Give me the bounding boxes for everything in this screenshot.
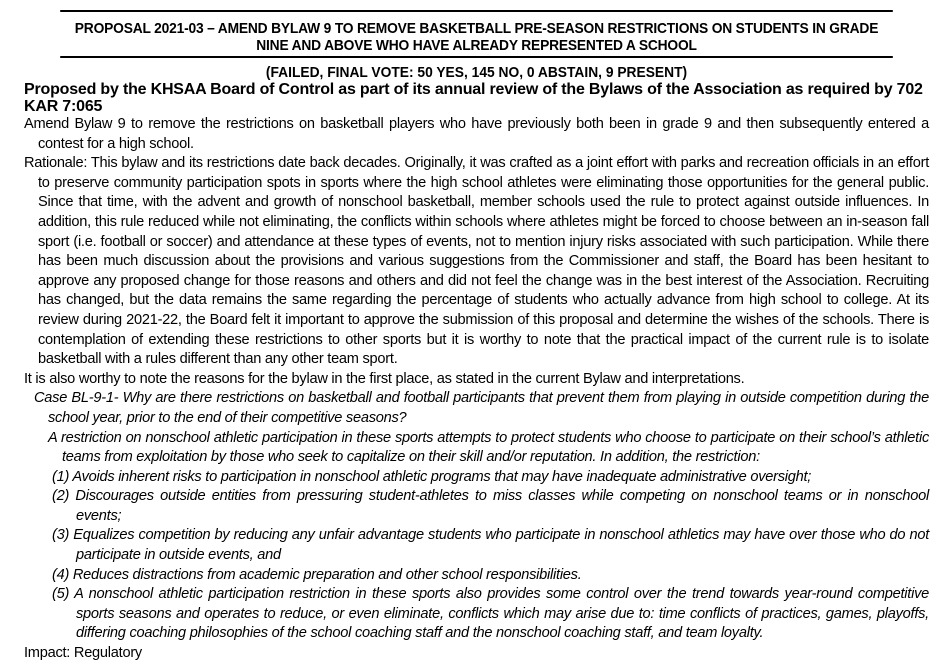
- summary-paragraph: Amend Bylaw 9 to remove the restrictions on basketball players who have previously both been in grade 9 and then subsequently entered a contest for a high school.: [24, 116, 929, 152]
- vote-result: (FAILED, FINAL VOTE: 50 YES, 145 NO, 0 ABSTAIN, 9 PRESENT): [265, 64, 688, 81]
- proposal-title: [60, 10, 893, 58]
- restriction-item-1: (1) Avoids inherent risks to participation in nonschool athletic programs that may have inadequate administrative oversight;: [52, 468, 812, 485]
- proposal-title-line-1: PROPOSAL 2021-03 – AMEND BYLAW 9 TO REMOVE BASKETBALL PRE-SEASON RESTRICTIONS ON STUDENTS IN GRADE: [74, 20, 879, 37]
- impact-statement: Impact: Regulatory: [24, 645, 142, 662]
- restriction-item-4: (4) Reduces distractions from academic preparation and other school responsibilities.: [52, 566, 582, 583]
- case-answer: A restriction on nonschool athletic participation in these sports attempts to protect students who choose to participate on their school’s athletic teams from exploitation by those who seek to capitalize on their skill and/or reputation. In addition, the restriction:: [48, 429, 929, 466]
- document-page: [24, 10, 929, 664]
- case-interpretation: [24, 389, 929, 644]
- proposal-body: [24, 115, 929, 664]
- case-question: Case BL-9-1- Why are there restrictions on basketball and football participants that prevent them from playing in outside competition during the school year, prior to the end of their competitive seasons?: [34, 390, 929, 426]
- restriction-item-3: (3) Equalizes competition by reducing any unfair advantage students who participate in nonschool athletics may have over those who do not participate in outside events, and: [52, 527, 929, 564]
- restriction-item-2: (2) Discourages outside entities from pressuring student-athletes to miss classes while competing on nonschool teams or in nonschool events;: [52, 488, 929, 524]
- proposer-statement: Proposed by the KHSAA Board of Control as part of its annual review of the Bylaws of the Association as required by 702 KAR 7:065: [24, 81, 923, 115]
- restriction-item-5: (5) A nonschool athletic participation restriction in these sports also provides some control over the trend towards year-round competitive sports seasons and operates to reduce, or even eliminate, conflicts which may arise due to: time conflicts of practices, games, playoffs, differing coaching philosophies of the school coaching staff and the nonschool coaching staff, and team loyalty.: [52, 586, 929, 642]
- proposal-title-line-2: NINE AND ABOVE WHO HAVE ALREADY REPRESENTED A SCHOOL: [256, 37, 697, 54]
- rationale-paragraph: Rationale: This bylaw and its restrictions date back decades. Originally, it was crafted as a joint effort with parks and recreation officials in an effort to preserve community participation spots in sports where the high school athletes were eliminating those opportunities for the general public. Since that time, with the advent and growth of nonschool basketball, member schools used the rule to protect against outside influences. In addition, this rule reduced while not eliminating, the conflicts within schools where athletes might be forced to choose between an in-season fall sport (i.e. football or soccer) and attendance at these types of events, not to mention injury risks associated with such participation. While there has been much discussion about the provisions and various suggestions from the Commissioner and staff, the Board has been hesitant to approve any proposed change for those reasons and others and did not feel the change was in the best interest of the Association. Recruiting has changed, but the data remains the same regarding the percentage of students who actually advance from high school to college. At its review during 2021-22, the Board felt it important to approve the submission of this proposal and determine the wishes of the schools. There is contemplation of extending these restrictions to other sports but it is worthy to note that the practical impact of the current rule is to isolate basketball with a rules different than any other team sport.: [24, 155, 929, 368]
- worthy-note-paragraph: It is also worthy to note the reasons for the bylaw in the first place, as stated in the current Bylaw and interpretations.: [24, 370, 745, 387]
